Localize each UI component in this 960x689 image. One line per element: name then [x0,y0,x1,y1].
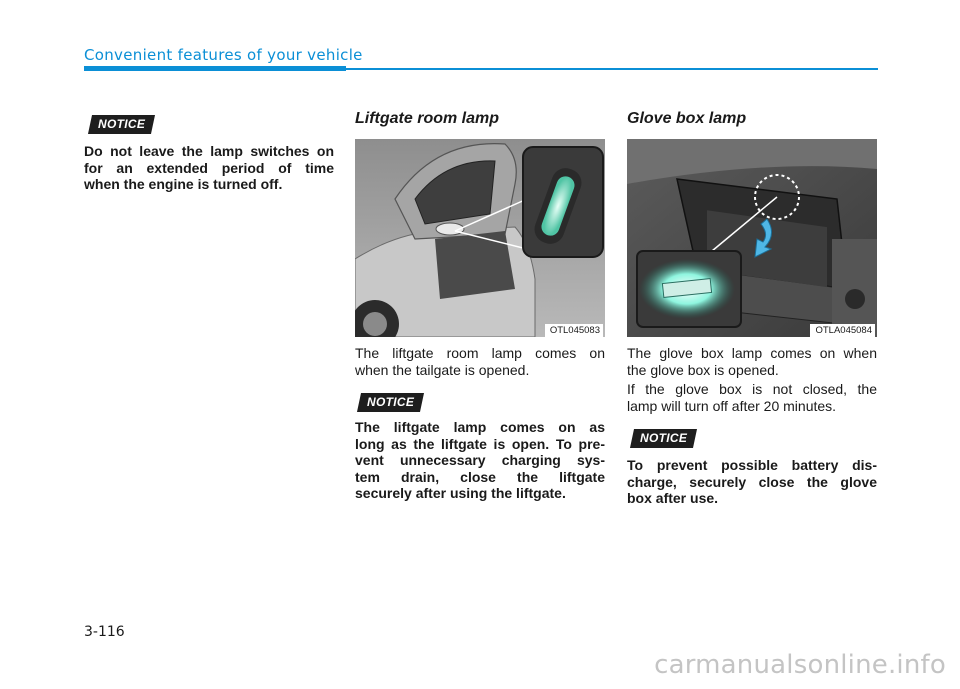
body-line: when the tailgate is opened. [355,361,530,378]
notice-line: box after use. [627,490,719,506]
section-header-title: Convenient features of your vehicle [84,46,363,64]
notice-line: Do not leave the lamp switches on [84,143,334,159]
notice-text-glove-box [627,457,877,507]
body-line: The glove box lamp comes on when [627,345,877,361]
notice-line: charge, securely close the glove [627,473,877,490]
notice-line: long as the liftgate is open. To pre- [355,435,605,452]
notice-line: securely after using the liftgate. [355,485,566,501]
notice-line: To prevent possible battery dis- [627,457,877,473]
glove-box-lamp-description [627,345,877,378]
glove-box-lamp-title: Glove box lamp [627,110,747,127]
notice-line: tem drain, close the liftgate [355,468,605,485]
figure-code: OTLA045084 [810,324,875,337]
header-accent-bar [84,66,346,71]
glove-box-lamp-timeout [627,381,877,414]
notice-line: when the engine is turned off. [84,176,283,192]
notice-badge: NOTICE [88,115,155,134]
notice-text-lamp-switches [84,143,334,193]
notice-badge: NOTICE [357,393,424,412]
body-line: lamp will turn off after 20 minutes. [627,397,837,414]
liftgate-room-lamp-title: Liftgate room lamp [355,110,500,127]
header-rule [346,68,878,70]
body-line: If the glove box is not closed, the [627,381,877,397]
glove-box-lamp-drawing [627,139,877,337]
page-number: 3-116 [84,624,125,640]
glove-box-lamp-illustration [627,139,877,337]
liftgate-lamp-illustration [355,139,605,337]
notice-line: for an extended period of time [84,159,334,176]
notice-text-liftgate [355,419,605,502]
body-line: The liftgate room lamp comes on [355,345,605,361]
notice-line: The liftgate lamp comes on as [355,419,605,435]
figure-code: OTL045083 [545,324,603,337]
liftgate-lamp-drawing [355,139,605,337]
watermark: carmanualsonline.info [654,650,946,680]
notice-line: vent unnecessary charging sys- [355,452,605,468]
body-line: the glove box is opened. [627,361,779,378]
liftgate-lamp-description [355,345,605,378]
notice-badge: NOTICE [630,429,697,448]
